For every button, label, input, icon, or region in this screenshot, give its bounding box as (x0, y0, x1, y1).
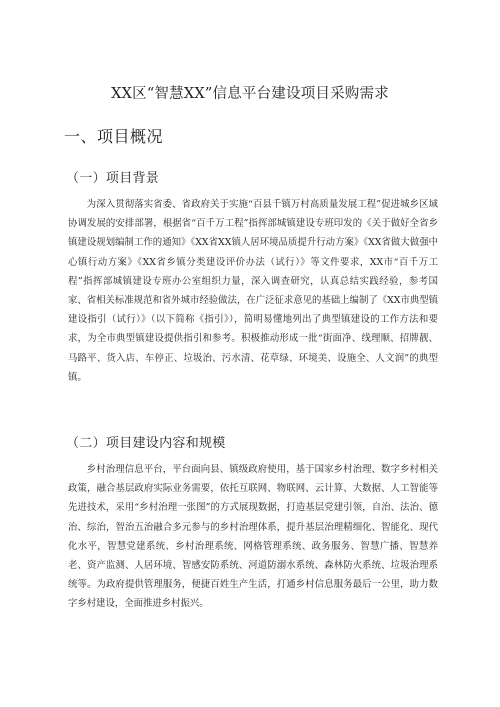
document-title: XX区“智慧XX”信息平台建设项目采购需求 (111, 86, 389, 102)
scope-paragraph: 乡村治理信息平台，平台面向县、镇级政府使用，基于国家乡村治理、数字乡村相关政策，融合基层政府实际业务需要，依托互联网、物联网、云计算、大数据、人工智能等先进技术，采用“乡村治理一张图”的方式展现数据，打造基层党建引领，自治、法治、德治、综治，智治五治融合多元参与的乡村治理体系，提升基层治理精细化、智能化、现代化水平，智慧党建系统、乡村治理系统、网格管理系统、政务服务、智慧广播、智慧养老、资产监测、人居环境、智感安防系统、河道防溺水系统、森林防火系统、垃圾治理系统等。为政府提供管理服务，便捷百姓生产生活，打通乡村信息服务最后一公里，助力数字乡村建设，全面推进乡村振兴。 (68, 464, 438, 610)
section-heading-overview: 一、项目概况 (64, 127, 164, 146)
subsection-heading-background: （一）项目背景 (66, 171, 160, 186)
background-paragraph: 为深入贯彻落实省委、省政府关于实施“百县千镇万村高质量发展工程”促进城乡区域协调发展的安排部署，根据省“百千万工程”指挥部城镇建设专班印发的《关于做好全省乡镇建设规划编制工作的通知》《XX省XX镇人居环境品质提升行动方案》《XX省做大做强中心镇行动方案》《XX省乡镇分类建设评价办法（试行）》等文件要求，XX市“百千万工程”指挥部城镇建设专班办公室组织力量，深入调查研究，认真总结实践经验，参考国家、省相关标准规范和省外城市经验做法，在广泛征求意见的基础上编制了《XX市典型镇建设指引（试行）》（以下简称《指引》），简明易懂地列出了典型镇建设的工作方法和要求，为全市典型镇建设提供指引和参考。积极推动形成一批“街面净、线理顺、招牌靓、马路平、货入店、车停正、垃圾治、污水清、花草绿、环境美、设施全、人文润”的典型镇。 (68, 199, 438, 383)
subsection-heading-scope: （二）项目建设内容和规模 (66, 436, 226, 451)
